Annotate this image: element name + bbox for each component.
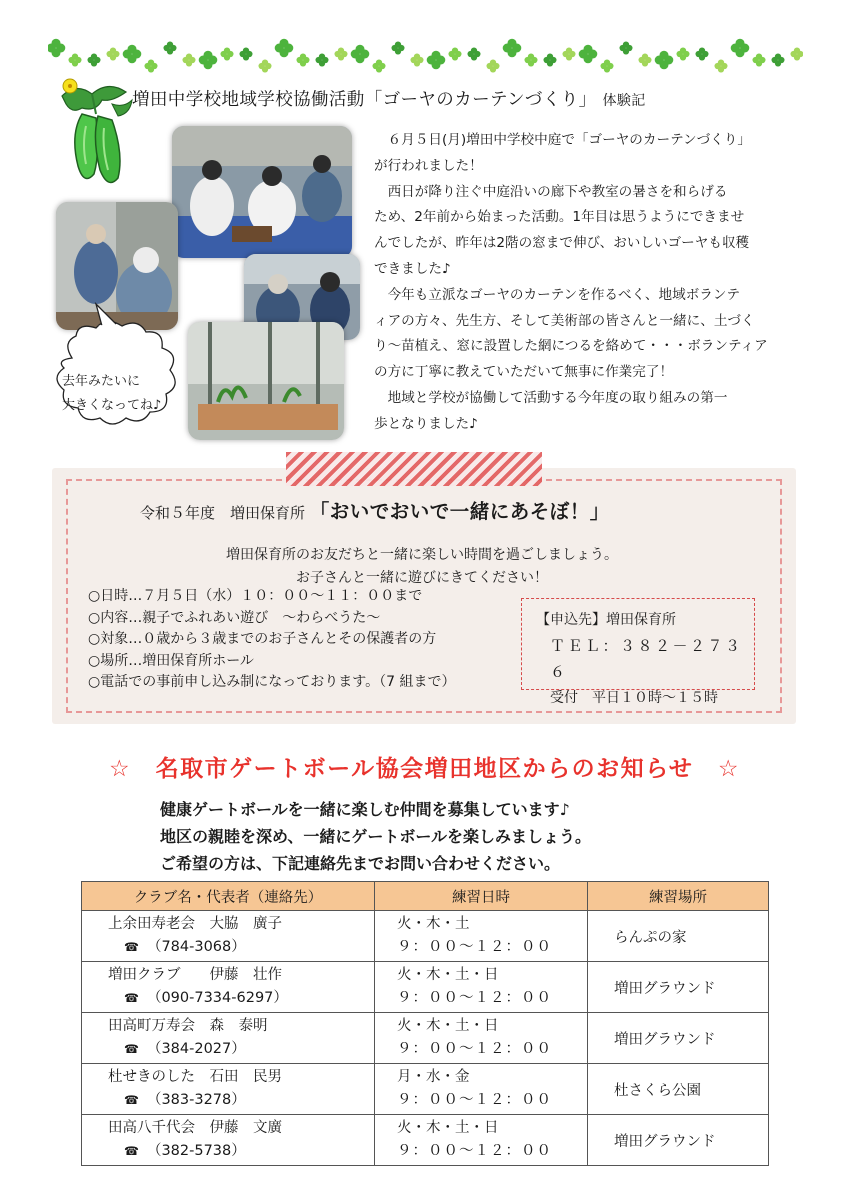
- practice-time: ９：００～１２：００: [397, 1143, 552, 1159]
- gateball-intro-line: ご希望の方は、下記連絡先までお問い合わせください。: [160, 854, 561, 873]
- club-cell: [82, 962, 375, 1013]
- nursery-detail-item: ○日時…７月５日（水）１０：００～１１：００まで: [88, 588, 423, 604]
- goya-illustration: [52, 74, 138, 194]
- practice-days: 火・木・土: [397, 916, 470, 932]
- club-name: 杜せきのした 石田 民男: [108, 1069, 282, 1085]
- place-cell: らんぷの家: [588, 911, 769, 962]
- article-line: ィアの方々、先生方、そして美術部の皆さんと一緒に、土づく: [374, 312, 755, 329]
- schedule-cell: [375, 911, 588, 962]
- article-line: 今年も立派なゴーヤのカーテンを作るべく、地域ボランテ: [387, 286, 741, 303]
- nursery-detail-item: ○電話での事前申し込み制になっております。（7 組まで）: [88, 674, 456, 690]
- article-line: 西日が降り注ぐ中庭沿いの廊下や教室の暑さを和らげる: [387, 183, 728, 200]
- schedule-cell: [375, 1013, 588, 1064]
- photo-students-working: [172, 126, 352, 258]
- schedule-cell: [375, 1115, 588, 1166]
- clover-icon: [220, 47, 233, 60]
- clover-icon: [334, 47, 347, 60]
- club-cell: [82, 1115, 375, 1166]
- club-tel: （382-5738）: [146, 1143, 246, 1159]
- club-cell: [82, 1064, 375, 1115]
- clover-icon: [391, 41, 404, 54]
- clover-icon: [600, 59, 613, 72]
- clover-icon: [543, 53, 556, 66]
- gateball-intro: [160, 796, 591, 877]
- club-name: 田高町万寿会 森 泰明: [108, 1018, 268, 1034]
- clover-icon: [182, 53, 195, 66]
- header-place: 練習場所: [588, 882, 769, 911]
- clover-icon: [619, 41, 632, 54]
- club-tel: （383-3278）: [146, 1092, 246, 1108]
- table-row: [82, 1013, 769, 1064]
- gateball-intro-line: 地区の親睦を深め、一緒にゲートボールを楽しみましょう。: [160, 827, 592, 846]
- article-line: 歩となりました♪: [374, 415, 478, 432]
- nursery-title-main: 「おいでおいで一緒にあそぼ！」: [309, 500, 610, 523]
- clover-icon: [524, 53, 537, 66]
- clover-icon: [503, 39, 522, 58]
- table-row: [82, 962, 769, 1013]
- apply-label: 【申込先】増田保育所: [536, 612, 676, 628]
- practice-time: ９：００～１２：００: [397, 939, 552, 955]
- header-schedule: 練習日時: [375, 882, 588, 911]
- nursery-details: [88, 586, 455, 694]
- club-name: 田高八千代会 伊藤 文廣: [108, 1120, 282, 1136]
- clover-icon: [731, 39, 750, 58]
- clover-icon: [486, 59, 499, 72]
- club-cell: [82, 1013, 375, 1064]
- clover-icon: [410, 53, 423, 66]
- place-cell: 増田グラウンド: [588, 1013, 769, 1064]
- practice-days: 火・木・土・日: [397, 967, 499, 983]
- clover-icon: [676, 47, 689, 60]
- clover-icon: [752, 53, 765, 66]
- clover-icon: [87, 53, 100, 66]
- school-title-text: 増田中学校地域学校協働活動「ゴーヤのカーテンづくり」: [132, 90, 597, 110]
- school-article: [374, 128, 794, 438]
- club-table: [81, 881, 769, 1166]
- clover-icon: [106, 47, 119, 60]
- schedule-cell: [375, 1064, 588, 1115]
- apply-hours: 受付 平日１０時～１５時: [550, 690, 718, 706]
- club-cell: [82, 911, 375, 962]
- striped-tape: [286, 452, 542, 486]
- article-line: んでしたが、昨年は2階の窓まで伸び、おいしいゴーヤも収穫: [374, 235, 750, 252]
- clover-icon: [579, 45, 598, 64]
- phone-icon: ☎: [124, 991, 139, 1005]
- clover-icon: [638, 53, 651, 66]
- school-section-title: [132, 86, 646, 111]
- clover-icon: [144, 59, 157, 72]
- article-line: ため、2年前から始まった活動。1年目は思うようにできませ: [374, 209, 745, 226]
- nursery-title: [140, 496, 610, 524]
- clover-icon: [239, 47, 252, 60]
- practice-days: 火・木・土・日: [397, 1120, 499, 1136]
- place-cell: 増田グラウンド: [588, 962, 769, 1013]
- club-tel: （384-2027）: [146, 1041, 246, 1057]
- clover-icon: [315, 53, 328, 66]
- practice-time: ９：００～１２：００: [397, 990, 552, 1006]
- clover-icon: [275, 39, 294, 58]
- clover-icon: [372, 59, 385, 72]
- place-cell: 杜さくら公園: [588, 1064, 769, 1115]
- article-line: の方に丁寧に教えていただいて無事に作業完了！: [374, 364, 674, 381]
- nursery-detail-item: ○対象…０歳から３歳までのお子さんとその保護者の方: [88, 631, 437, 647]
- clover-icon: [427, 51, 446, 70]
- table-header-row: [82, 882, 769, 911]
- article-line: ６月５日(月)増田中学校中庭で「ゴーヤのカーテンづくり」: [387, 132, 751, 148]
- practice-time: ９：００～１２：００: [397, 1041, 552, 1057]
- clover-icon: [351, 45, 370, 64]
- practice-days: 月・水・金: [397, 1069, 470, 1085]
- clover-icon: [48, 39, 65, 58]
- article-line: できました♪: [374, 260, 451, 277]
- photo-planters: [188, 322, 344, 440]
- table-row: [82, 1064, 769, 1115]
- phone-icon: ☎: [124, 940, 139, 954]
- nursery-intro: [80, 544, 764, 590]
- clover-icon: [655, 51, 674, 70]
- club-tel: （784-3068）: [146, 939, 246, 955]
- practice-days: 火・木・土・日: [397, 1018, 499, 1034]
- table-row: [82, 1115, 769, 1166]
- nursery-title-prefix: 令和５年度 増田保育所: [140, 504, 306, 522]
- clover-icon: [199, 51, 218, 70]
- club-tel: （090-7334-6297）: [146, 990, 288, 1006]
- clover-icon: [296, 53, 309, 66]
- bubble-text: 去年みたいに 大きくなってね♪: [62, 374, 162, 413]
- table-row: [82, 911, 769, 962]
- club-name: 上余田寿老会 大脇 廣子: [108, 916, 282, 932]
- nursery-detail-item: ○内容…親子でふれあい遊び ～わらべうた～: [88, 609, 381, 626]
- application-contact-box: [521, 598, 755, 706]
- phone-icon: ☎: [124, 1042, 139, 1056]
- nursery-intro-line: お子さんと一緒に遊びにきてください！: [296, 570, 548, 586]
- nursery-detail-item: ○場所…増田保育所ホール: [88, 652, 254, 669]
- schedule-cell: [375, 962, 588, 1013]
- apply-tel: ＴＥＬ：３８２－２７３６: [550, 637, 743, 681]
- article-line: り～苗植え、窓に設置した網につるを絡めて・・・ボランティア: [374, 338, 768, 355]
- clover-icon: [163, 41, 176, 54]
- clover-icon: [68, 53, 81, 66]
- school-title-suffix: 体験記: [602, 93, 646, 109]
- club-name: 増田クラブ 伊藤 壮作: [108, 967, 282, 983]
- clover-icon: [790, 47, 803, 60]
- clover-icon: [562, 47, 575, 60]
- gateball-intro-line: 健康ゲートボールを一緒に楽しむ仲間を募集しています♪: [160, 800, 570, 819]
- article-line: が行われました！: [374, 157, 483, 174]
- gateball-title: ☆ 名取市ゲートボール協会増田地区からのお知らせ ☆: [108, 756, 741, 782]
- phone-icon: ☎: [124, 1144, 139, 1158]
- clover-icon: [771, 53, 784, 66]
- clover-icon: [714, 59, 727, 72]
- phone-icon: ☎: [124, 1093, 139, 1107]
- nursery-intro-line: 増田保育所のお友だちと一緒に楽しい時間を過ごしましょう。: [226, 547, 618, 563]
- clover-icon: [258, 59, 271, 72]
- clover-icon: [123, 45, 142, 64]
- place-cell: 増田グラウンド: [588, 1115, 769, 1166]
- practice-time: ９：００～１２：００: [397, 1092, 552, 1108]
- clover-icon: [467, 47, 480, 60]
- clover-icon: [448, 47, 461, 60]
- clover-icon: [695, 47, 708, 60]
- article-line: 地域と学校が協働して活動する今年度の取り組みの第一: [387, 389, 728, 406]
- header-club: クラブ名・代表者（連絡先）: [82, 882, 375, 911]
- clover-garland: [48, 38, 803, 78]
